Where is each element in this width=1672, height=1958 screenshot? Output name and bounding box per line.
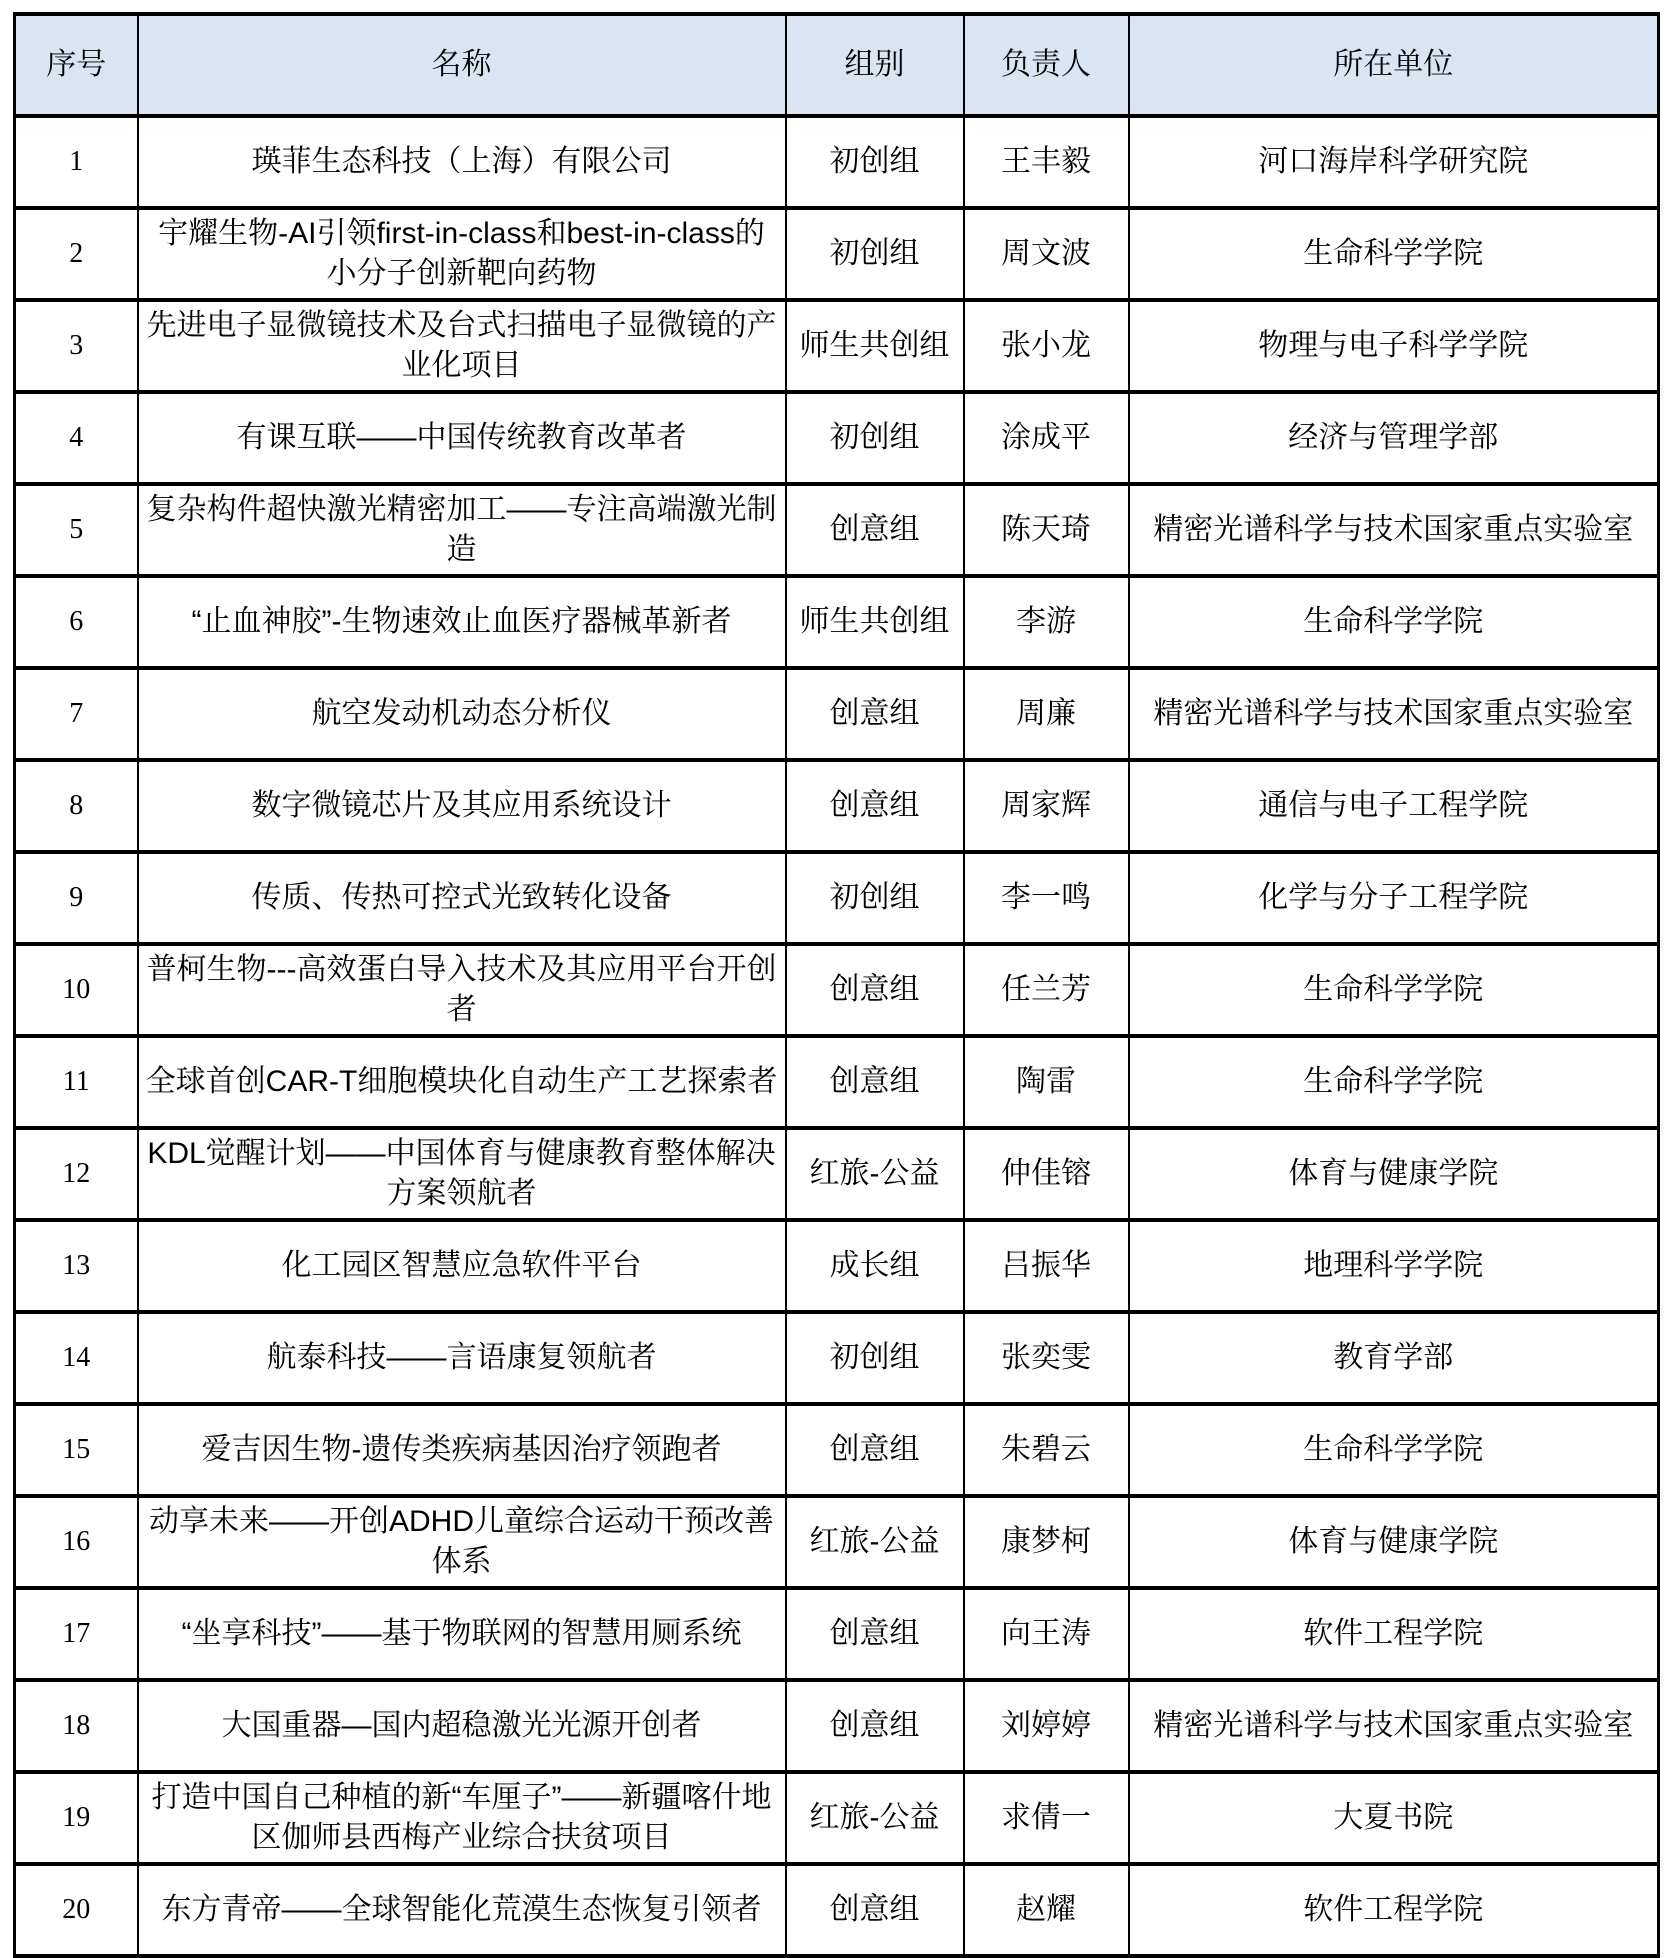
cell-name: 宇耀生物-AI引领first-in-class和best-in-class的小分子创新靶向药物 [138, 208, 786, 300]
cell-leader: 任兰芳 [964, 944, 1129, 1036]
cell-index: 5 [15, 484, 138, 576]
cell-group: 师生共创组 [786, 300, 964, 392]
cell-index: 7 [15, 668, 138, 760]
table-row [15, 944, 1659, 1036]
cell-index: 18 [15, 1680, 138, 1772]
cell-leader: 周文波 [964, 208, 1129, 300]
cell-index: 4 [15, 392, 138, 484]
table-row [15, 1036, 1659, 1128]
cell-unit: 精密光谱科学与技术国家重点实验室 [1129, 1680, 1659, 1772]
column-header-index: 序号 [15, 14, 138, 116]
cell-leader: 周家辉 [964, 760, 1129, 852]
cell-index: 10 [15, 944, 138, 1036]
cell-name: “坐享科技”——基于物联网的智慧用厕系统 [138, 1588, 786, 1680]
cell-leader: 涂成平 [964, 392, 1129, 484]
cell-group: 创意组 [786, 484, 964, 576]
cell-group: 初创组 [786, 1312, 964, 1404]
table-row [15, 576, 1659, 668]
cell-group: 红旅-公益 [786, 1128, 964, 1220]
cell-unit: 体育与健康学院 [1129, 1128, 1659, 1220]
cell-index: 16 [15, 1496, 138, 1588]
column-header-name: 名称 [138, 14, 786, 116]
cell-group: 创意组 [786, 944, 964, 1036]
cell-leader: 求倩一 [964, 1772, 1129, 1864]
table-row [15, 484, 1659, 576]
cell-index: 1 [15, 116, 138, 208]
cell-unit: 精密光谱科学与技术国家重点实验室 [1129, 484, 1659, 576]
cell-unit: 体育与健康学院 [1129, 1496, 1659, 1588]
cell-name: 打造中国自己种植的新“车厘子”——新疆喀什地区伽师县西梅产业综合扶贫项目 [138, 1772, 786, 1864]
cell-group: 创意组 [786, 1036, 964, 1128]
cell-leader: 刘婷婷 [964, 1680, 1129, 1772]
cell-unit: 精密光谱科学与技术国家重点实验室 [1129, 668, 1659, 760]
cell-name: KDL觉醒计划——中国体育与健康教育整体解决方案领航者 [138, 1128, 786, 1220]
cell-index: 6 [15, 576, 138, 668]
cell-unit: 软件工程学院 [1129, 1588, 1659, 1680]
cell-group: 创意组 [786, 1680, 964, 1772]
cell-leader: 周廉 [964, 668, 1129, 760]
cell-name: 传质、传热可控式光致转化设备 [138, 852, 786, 944]
table-row [15, 1864, 1659, 1956]
table-row [15, 116, 1659, 208]
cell-unit: 地理科学学院 [1129, 1220, 1659, 1312]
cell-leader: 李游 [964, 576, 1129, 668]
cell-index: 9 [15, 852, 138, 944]
cell-index: 11 [15, 1036, 138, 1128]
cell-unit: 生命科学学院 [1129, 576, 1659, 668]
cell-group: 初创组 [786, 116, 964, 208]
cell-index: 19 [15, 1772, 138, 1864]
cell-unit: 生命科学学院 [1129, 944, 1659, 1036]
cell-leader: 王丰毅 [964, 116, 1129, 208]
table-row [15, 1772, 1659, 1864]
table-row [15, 1496, 1659, 1588]
table-row [15, 760, 1659, 852]
table-row [15, 1680, 1659, 1772]
cell-group: 师生共创组 [786, 576, 964, 668]
cell-index: 17 [15, 1588, 138, 1680]
column-header-group: 组别 [786, 14, 964, 116]
cell-name: 化工园区智慧应急软件平台 [138, 1220, 786, 1312]
cell-unit: 软件工程学院 [1129, 1864, 1659, 1956]
cell-unit: 化学与分子工程学院 [1129, 852, 1659, 944]
cell-unit: 通信与电子工程学院 [1129, 760, 1659, 852]
table-row [15, 300, 1659, 392]
cell-group: 创意组 [786, 668, 964, 760]
cell-unit: 生命科学学院 [1129, 1036, 1659, 1128]
cell-leader: 陈天琦 [964, 484, 1129, 576]
cell-unit: 生命科学学院 [1129, 1404, 1659, 1496]
project-results-table [13, 12, 1660, 1958]
cell-group: 成长组 [786, 1220, 964, 1312]
cell-leader: 陶雷 [964, 1036, 1129, 1128]
cell-group: 红旅-公益 [786, 1496, 964, 1588]
cell-name: 航空发动机动态分析仪 [138, 668, 786, 760]
cell-index: 14 [15, 1312, 138, 1404]
cell-index: 12 [15, 1128, 138, 1220]
cell-leader: 张奕雯 [964, 1312, 1129, 1404]
table-row [15, 852, 1659, 944]
cell-index: 2 [15, 208, 138, 300]
cell-name: 普柯生物---高效蛋白导入技术及其应用平台开创者 [138, 944, 786, 1036]
cell-leader: 朱碧云 [964, 1404, 1129, 1496]
cell-name: 数字微镜芯片及其应用系统设计 [138, 760, 786, 852]
cell-name: 全球首创CAR-T细胞模块化自动生产工艺探索者 [138, 1036, 786, 1128]
cell-name: 爱吉因生物-遗传类疾病基因治疗领跑者 [138, 1404, 786, 1496]
cell-name: 先进电子显微镜技术及台式扫描电子显微镜的产业化项目 [138, 300, 786, 392]
cell-unit: 物理与电子科学学院 [1129, 300, 1659, 392]
table-row [15, 1404, 1659, 1496]
table-row [15, 208, 1659, 300]
table-row [15, 668, 1659, 760]
cell-group: 创意组 [786, 1588, 964, 1680]
cell-name: 大国重器—国内超稳激光光源开创者 [138, 1680, 786, 1772]
table-header-row [15, 14, 1659, 116]
cell-leader: 仲佳镕 [964, 1128, 1129, 1220]
cell-index: 20 [15, 1864, 138, 1956]
cell-group: 初创组 [786, 208, 964, 300]
cell-index: 13 [15, 1220, 138, 1312]
cell-leader: 李一鸣 [964, 852, 1129, 944]
cell-unit: 河口海岸科学研究院 [1129, 116, 1659, 208]
cell-leader: 张小龙 [964, 300, 1129, 392]
cell-name: “止血神胶”-生物速效止血医疗器械革新者 [138, 576, 786, 668]
cell-unit: 经济与管理学部 [1129, 392, 1659, 484]
cell-name: 东方青帝——全球智能化荒漠生态恢复引领者 [138, 1864, 786, 1956]
cell-unit: 大夏书院 [1129, 1772, 1659, 1864]
table-row [15, 1220, 1659, 1312]
table-row [15, 1588, 1659, 1680]
cell-group: 创意组 [786, 1864, 964, 1956]
column-header-leader: 负责人 [964, 14, 1129, 116]
cell-leader: 赵耀 [964, 1864, 1129, 1956]
cell-name: 动享未来——开创ADHD儿童综合运动干预改善体系 [138, 1496, 786, 1588]
table-row [15, 1312, 1659, 1404]
cell-leader: 康梦柯 [964, 1496, 1129, 1588]
table-row [15, 392, 1659, 484]
cell-group: 初创组 [786, 392, 964, 484]
cell-index: 8 [15, 760, 138, 852]
cell-group: 红旅-公益 [786, 1772, 964, 1864]
cell-name: 复杂构件超快激光精密加工——专注高端激光制造 [138, 484, 786, 576]
cell-unit: 教育学部 [1129, 1312, 1659, 1404]
cell-name: 有课互联——中国传统教育改革者 [138, 392, 786, 484]
table-row [15, 1128, 1659, 1220]
cell-leader: 向王涛 [964, 1588, 1129, 1680]
cell-index: 3 [15, 300, 138, 392]
cell-name: 瑛菲生态科技（上海）有限公司 [138, 116, 786, 208]
column-header-unit: 所在单位 [1129, 14, 1659, 116]
cell-leader: 吕振华 [964, 1220, 1129, 1312]
cell-index: 15 [15, 1404, 138, 1496]
cell-group: 初创组 [786, 852, 964, 944]
cell-unit: 生命科学学院 [1129, 208, 1659, 300]
cell-group: 创意组 [786, 1404, 964, 1496]
cell-group: 创意组 [786, 760, 964, 852]
cell-name: 航泰科技——言语康复领航者 [138, 1312, 786, 1404]
